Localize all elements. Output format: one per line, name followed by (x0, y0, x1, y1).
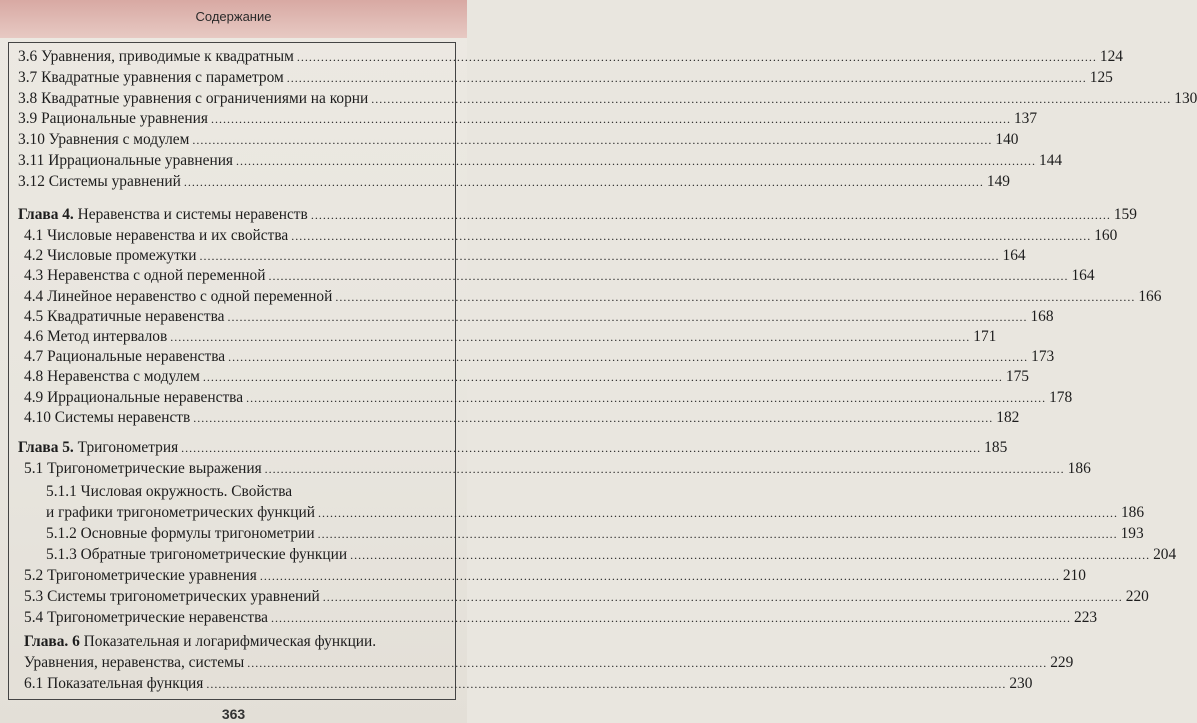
section-title: и графики тригонометрических функций (46, 504, 315, 521)
toc-entry (24, 287, 1162, 307)
dot-leader: ........................................................................................................................................................................................................ (335, 289, 1136, 304)
page-ref: 171 (973, 328, 997, 345)
section-title: Метод интервалов (47, 328, 168, 345)
running-header: Содержание (195, 9, 272, 24)
toc-entry (24, 347, 1055, 367)
section-title: Тригонометрические уравнения (47, 567, 257, 584)
page-ref: 144 (1039, 152, 1063, 169)
section-number: 4.1 (24, 227, 44, 244)
dot-leader: ........................................................................................................................................................................................................ (227, 309, 1028, 324)
section-title: Квадратные уравнения с ограничениями на корни (41, 89, 369, 107)
section-title: Линейное неравенство с одной переменной (47, 287, 333, 305)
section-title: Обратные тригонометрические функции (80, 546, 348, 563)
toc-entry (46, 503, 1145, 523)
dot-leader: ........................................................................................................................................................................................................ (236, 154, 1037, 168)
page-ref: 185 (984, 439, 1008, 456)
section-title: Числовая окружность. Свойства (80, 483, 293, 500)
toc-entry (24, 266, 1095, 286)
dot-leader: ........................................................................................................................................................................................................ (317, 527, 1118, 541)
page-ref: 130 (1174, 89, 1197, 107)
dot-leader: ........................................................................................................................................................................................................ (181, 441, 982, 455)
dot-leader: ........................................................................................................................................................................................................ (310, 208, 1111, 222)
section-number: 3.12 (18, 172, 45, 190)
dot-leader: ........................................................................................................................................................................................................ (192, 133, 993, 148)
dot-leader: ........................................................................................................................................................................................................ (317, 506, 1118, 520)
dot-leader: ........................................................................................................................................................................................................ (259, 569, 1060, 583)
chapter-label: Глава. 6 (24, 633, 80, 650)
dot-leader: ........................................................................................................................................................................................................ (350, 548, 1151, 562)
page-ref: 182 (996, 408, 1020, 426)
page-ref: 193 (1120, 525, 1144, 542)
page-ref: 220 (1125, 588, 1149, 605)
section-number: 5.2 (24, 567, 44, 584)
section-title: Основные формулы тригонометрии (80, 525, 315, 542)
dot-leader: ........................................................................................................................................................................................................ (296, 50, 1097, 64)
dot-leader: ........................................................................................................................................................................................................ (246, 390, 1047, 405)
toc-entry (24, 587, 1149, 607)
dot-leader: ........................................................................................................................................................................................................ (193, 410, 994, 425)
section-title: Тригонометрические выражения (47, 460, 262, 477)
page-number: 363 (221, 706, 246, 722)
section-title: Неравенства с модулем (47, 368, 200, 386)
toc-entry (24, 459, 1091, 479)
dot-leader: ........................................................................................................................................................................................................ (199, 249, 1000, 264)
section-number: 5.1.2 (46, 525, 77, 542)
section-title: Числовые промежутки (47, 247, 197, 265)
toc-entry (46, 524, 1144, 544)
page-ref: 164 (1071, 267, 1095, 285)
dot-leader: ........................................................................................................................................................................................................ (322, 590, 1123, 604)
dot-leader: ........................................................................................................................................................................................................ (291, 229, 1092, 243)
chapter-title: Показательная и логарифмическая функции. (83, 633, 377, 650)
dot-leader: ........................................................................................................................................................................................................ (286, 70, 1087, 85)
toc-entry (24, 653, 1074, 673)
section-title: Иррациональные неравенства (47, 388, 244, 406)
dot-leader: ........................................................................................................................................................................................................ (210, 112, 1011, 127)
page-ref: 160 (1094, 227, 1118, 244)
section-number: 3.11 (18, 152, 45, 169)
toc-entry (18, 151, 1063, 171)
chapter-heading (24, 632, 440, 651)
page-ref: 178 (1049, 388, 1073, 406)
page-ref: 168 (1030, 307, 1054, 325)
section-title: Рациональные неравенства (47, 348, 226, 366)
section-number: 5.4 (24, 609, 44, 626)
section-number: 4.5 (24, 307, 44, 325)
section-title: Числовые неравенства и их свойства (47, 227, 289, 244)
section-number: 4.7 (24, 348, 44, 366)
page-ref: 229 (1050, 654, 1074, 671)
dot-leader: ........................................................................................................................................................................................................ (264, 462, 1065, 476)
page-ref: 140 (995, 131, 1019, 149)
page-ref: 164 (1002, 247, 1026, 265)
toc-entry (24, 327, 997, 347)
toc-entry (24, 307, 1054, 327)
chapter-title: Тригонометрия (77, 439, 179, 456)
chapter-label: Глава 5. (18, 439, 74, 456)
toc-entry (18, 68, 1113, 88)
section-number: 3.6 (18, 48, 38, 65)
chapter-heading (18, 438, 1008, 458)
chapter-label: Глава 4. (18, 206, 74, 223)
toc-entry (18, 172, 1010, 192)
section-title: Уравнения, неравенства, системы (24, 654, 245, 671)
section-title: Системы тригонометрических уравнений (47, 588, 320, 605)
page-ref: 186 (1067, 460, 1091, 477)
section-title: Показательная функция (47, 675, 204, 692)
section-number: 3.7 (18, 68, 38, 86)
section-number: 3.10 (18, 131, 45, 149)
section-number: 4.4 (24, 287, 44, 305)
section-number: 5.3 (24, 588, 44, 605)
toc-entry (18, 89, 1197, 109)
section-number: 4.9 (24, 388, 44, 406)
page-ref: 173 (1031, 348, 1055, 366)
toc-entry-first-line (46, 482, 440, 501)
section-title: Системы неравенств (54, 408, 191, 426)
section-title: Тригонометрические неравенства (47, 609, 269, 626)
dot-leader: ........................................................................................................................................................................................................ (170, 330, 971, 344)
toc-entry (24, 608, 1098, 628)
section-title: Уравнения, приводимые к квадратным (41, 48, 294, 65)
toc-entry (18, 109, 1038, 129)
section-number: 5.1 (24, 460, 44, 477)
section-number: 4.6 (24, 328, 44, 345)
page-ref: 125 (1089, 68, 1113, 86)
section-number: 4.10 (24, 408, 51, 426)
dot-leader: ........................................................................................................................................................................................................ (206, 677, 1007, 691)
page-ref: 230 (1009, 675, 1033, 692)
page-ref: 124 (1099, 48, 1123, 65)
section-number: 3.9 (18, 110, 38, 128)
dot-leader: ........................................................................................................................................................................................................ (228, 350, 1029, 365)
page-ref: 149 (986, 172, 1010, 190)
section-number: 4.8 (24, 368, 44, 386)
section-number: 4.3 (24, 267, 44, 285)
dot-leader: ........................................................................................................................................................................................................ (247, 656, 1048, 670)
page-ref: 210 (1062, 567, 1086, 584)
page-ref: 204 (1153, 546, 1177, 563)
section-number: 3.8 (18, 89, 38, 107)
dot-leader: ........................................................................................................................................................................................................ (268, 269, 1069, 284)
toc-entry (24, 408, 1020, 428)
dot-leader: ........................................................................................................................................................................................................ (371, 91, 1172, 106)
page-ref: 186 (1120, 504, 1145, 521)
toc-entry (46, 545, 1177, 565)
dot-leader: ........................................................................................................................................................................................................ (183, 174, 984, 189)
chapter-heading (18, 205, 1137, 225)
section-title: Системы уравнений (48, 172, 181, 190)
chapter-title: Неравенства и системы неравенств (77, 206, 308, 223)
section-title: Квадратные уравнения с параметром (41, 68, 284, 86)
section-title: Квадратичные неравенства (47, 307, 225, 325)
section-number: 6.1 (24, 675, 44, 692)
toc-entry (24, 367, 1029, 387)
toc-entry (18, 130, 1019, 150)
section-number: 5.1.3 (46, 546, 77, 563)
section-title: Неравенства с одной переменной (47, 267, 266, 285)
section-number: 4.2 (24, 247, 44, 265)
section-title: Рациональные уравнения (41, 110, 208, 128)
toc-entry (24, 246, 1026, 266)
dot-leader: ........................................................................................................................................................................................................ (202, 370, 1003, 385)
toc-entry (24, 226, 1118, 246)
page-ref: 137 (1013, 110, 1038, 128)
section-number: 5.1.1 (46, 483, 77, 500)
toc-entry (24, 566, 1086, 586)
page-ref: 166 (1138, 287, 1162, 305)
page-ref: 175 (1005, 368, 1029, 386)
section-title: Уравнения с модулем (48, 131, 190, 149)
page-ref: 159 (1113, 206, 1137, 223)
page-ref: 223 (1074, 609, 1098, 626)
toc-entry (24, 388, 1073, 408)
section-title: Иррациональные уравнения (48, 152, 234, 169)
toc-entry (24, 674, 1033, 694)
dot-leader: ........................................................................................................................................................................................................ (271, 611, 1072, 625)
toc-entry (18, 47, 1123, 67)
